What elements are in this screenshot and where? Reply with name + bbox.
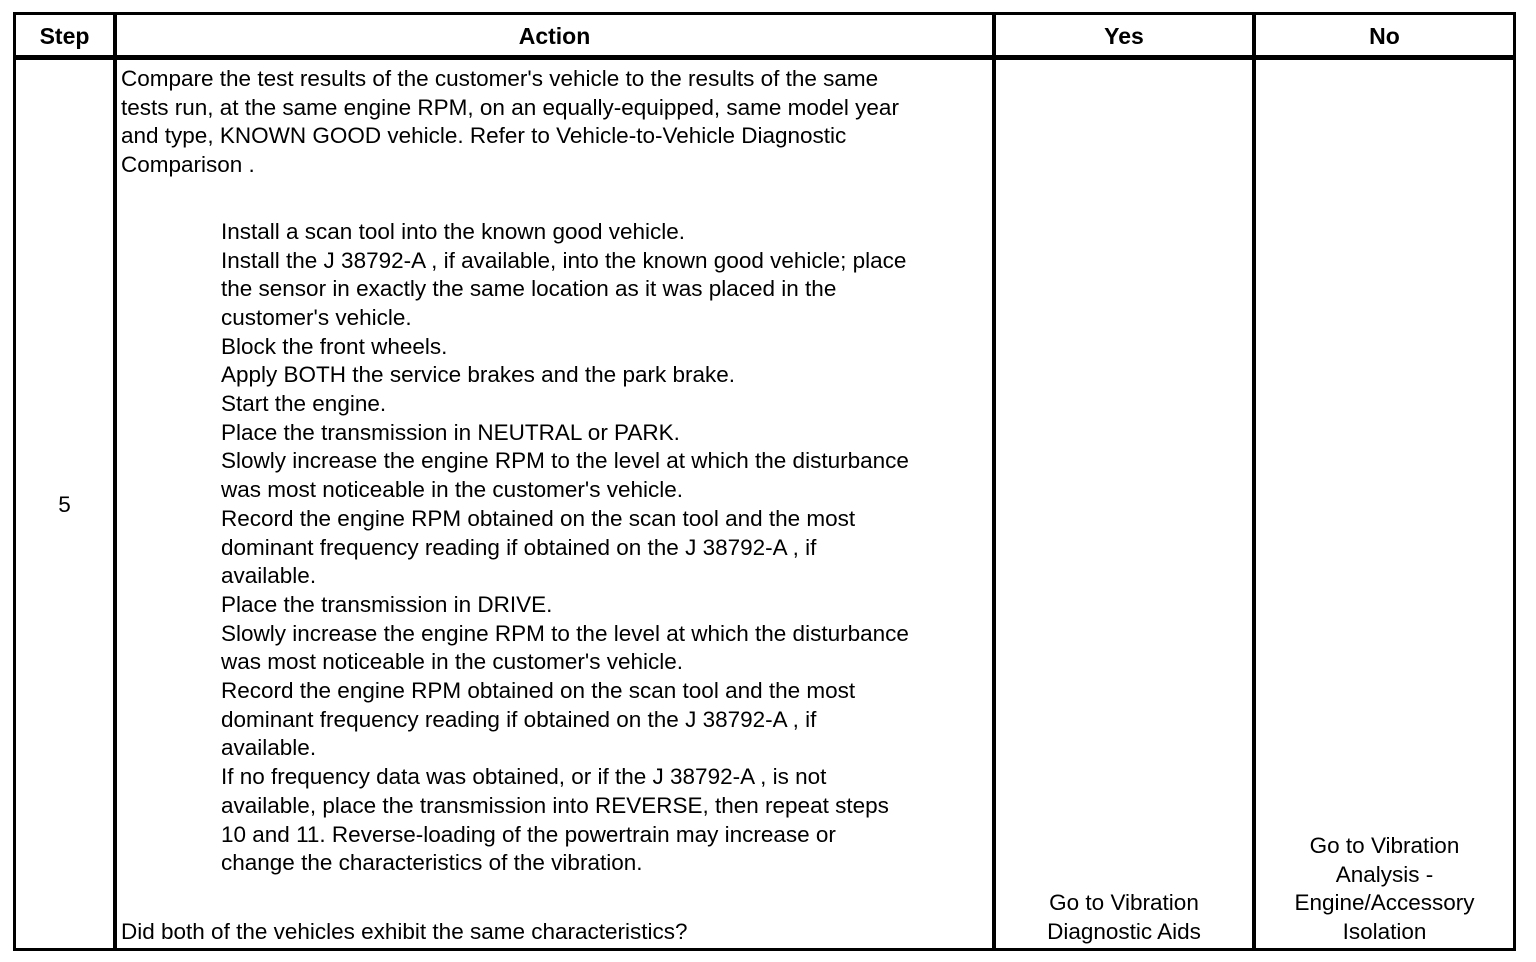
yes-line: Go to Vibration <box>1049 890 1199 915</box>
step-line: If no frequency data was obtained, or if the J 38792-A , is not <box>221 764 827 790</box>
header-yes: Yes <box>1104 23 1144 49</box>
step-line: available, place the transmission into REVERSE, then repeat steps <box>221 792 889 818</box>
step-line: Place the transmission in NEUTRAL or PARK. <box>221 419 680 445</box>
step-line: Install the J 38792-A , if available, into the known good vehicle; place <box>221 247 907 273</box>
step-line: Slowly increase the engine RPM to the level at which the disturbance <box>221 620 909 646</box>
step-line: the sensor in exactly the same location as it was placed in the <box>221 276 837 302</box>
column-divider <box>1252 15 1256 948</box>
step-line: available. <box>221 563 317 589</box>
column-divider <box>113 15 117 948</box>
no-result <box>1256 832 1513 947</box>
step-line: Apply BOTH the service brakes and the park brake. <box>221 362 735 388</box>
step-line: dominant frequency reading if obtained on the J 38792-A , if <box>221 706 817 732</box>
yes-line: Diagnostic Aids <box>1047 918 1201 944</box>
step-number: 5 <box>58 492 71 517</box>
yes-result <box>996 889 1252 946</box>
step-line: Record the engine RPM obtained on the scan tool and the most <box>221 505 856 531</box>
header-no: No <box>1369 23 1400 49</box>
action-question: Did both of the vehicles exhibit the same characteristics? <box>121 919 688 944</box>
action-steps <box>121 218 991 878</box>
step-line: available. <box>221 735 317 761</box>
header-action: Action <box>518 23 591 49</box>
step-line: Record the engine RPM obtained on the scan tool and the most <box>221 678 856 704</box>
step-line: Install a scan tool into the known good vehicle. <box>221 218 686 244</box>
intro-line: and type, KNOWN GOOD vehicle. Refer to Vehicle-to-Vehicle Diagnostic <box>121 123 847 149</box>
no-line: Isolation <box>1342 919 1427 945</box>
step-line: change the characteristics of the vibration. <box>221 850 643 876</box>
step-line: Slowly increase the engine RPM to the level at which the disturbance <box>221 448 909 474</box>
column-divider <box>992 15 996 948</box>
action-intro <box>121 65 991 180</box>
intro-line: Comparison . <box>121 152 255 178</box>
no-line: Analysis - <box>1335 861 1434 887</box>
header-step: Step <box>39 23 90 49</box>
intro-line: Compare the test results of the customer's vehicle to the results of the same <box>121 66 879 91</box>
no-line: Go to Vibration <box>1309 833 1460 858</box>
step-line: customer's vehicle. <box>221 304 412 330</box>
step-line: Block the front wheels. <box>221 333 448 359</box>
step-line: was most noticeable in the customer's vehicle. <box>221 477 684 503</box>
intro-line: tests run, at the same engine RPM, on an equally-equipped, same model year <box>121 94 899 120</box>
diagnostic-table <box>13 12 1516 951</box>
step-line: 10 and 11. Reverse-loading of the powertrain may increase or <box>221 821 836 847</box>
header-divider <box>16 55 1513 60</box>
step-line: was most noticeable in the customer's vehicle. <box>221 649 684 675</box>
action-cell <box>121 65 991 878</box>
step-line: dominant frequency reading if obtained on the J 38792-A , if <box>221 534 817 560</box>
step-line: Start the engine. <box>221 391 387 417</box>
no-line: Engine/Accessory <box>1294 890 1475 916</box>
step-line: Place the transmission in DRIVE. <box>221 591 553 617</box>
